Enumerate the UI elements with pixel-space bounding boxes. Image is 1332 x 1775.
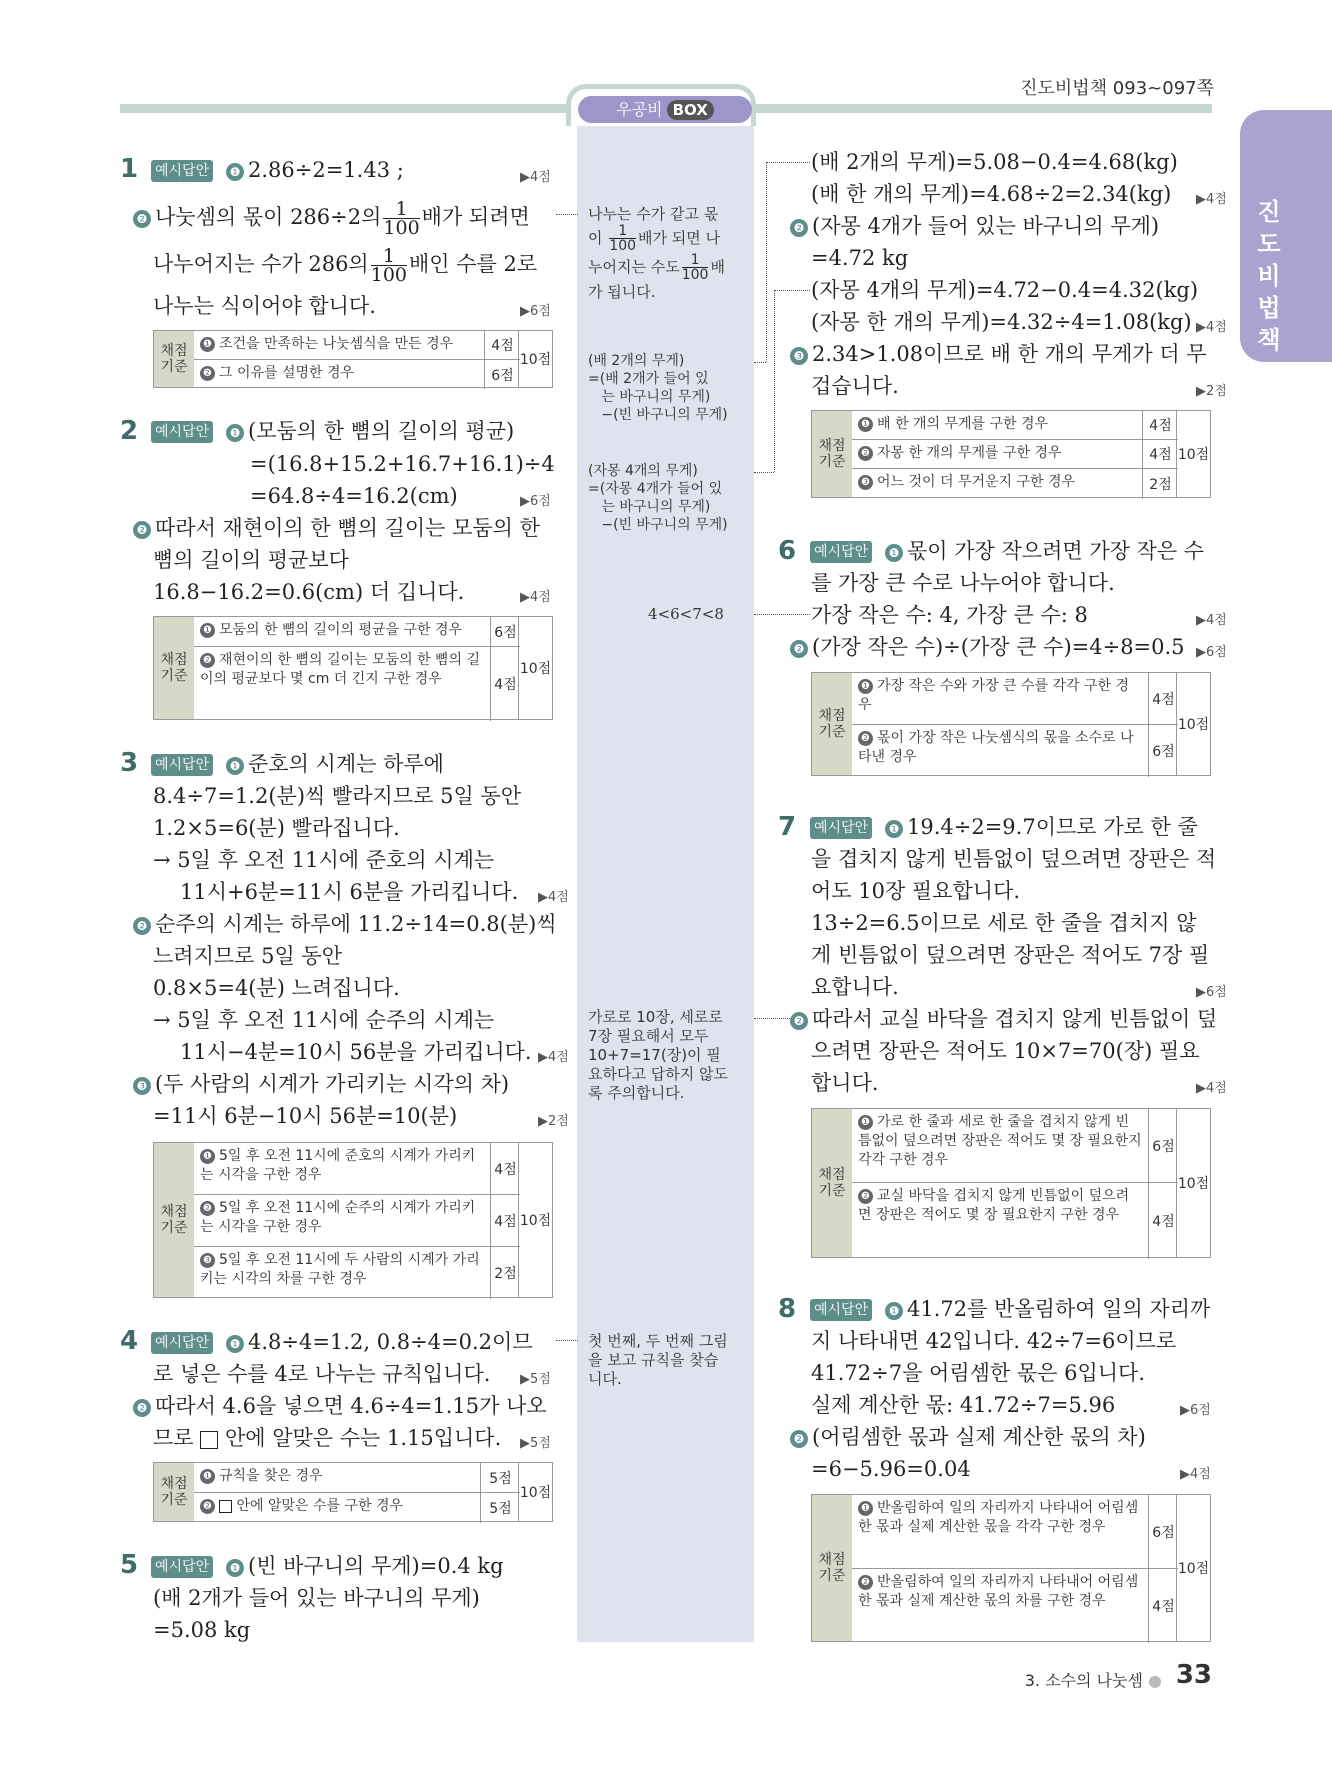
q7-rubric [811,1108,1211,1258]
q5-point1: ▶4점 [1196,192,1227,207]
fraction: $\frac{1}{100}$ [383,198,420,239]
q8-line5: ❷ (어림셈한 몫과 실제 계산한 몫의 차) [790,1421,1146,1454]
connector [766,162,810,163]
rubric-label: 채점 기준 [812,673,852,775]
note-3: (자몽 4개의 무게) =(자몽 4개가 들어 있 는 바구니의 무게) −(빈 바구니의 무게) [588,463,728,533]
rubric-row: ❶ 반올림하여 일의 자리까지 나타내어 어림셈한 몫과 실제 계산한 몫을 각각 구한 경우 [852,1495,1148,1569]
connector [754,614,810,615]
q7-line4: 13÷2=6.5이므로 세로 한 줄을 겹치지 않 [811,911,1197,935]
rubric-row: ❷ 교실 바닥을 겹치지 않게 빈틈없이 덮으려면 장판은 적어도 몇 장 필요한지 구한 경우 [858,1188,1130,1223]
rubric-row: ❷ 재현이의 한 뼘의 길이는 모둠의 한 뼘의 길이의 평균보다 몇 cm 더 긴지 구한 경우 [200,652,481,687]
q8-point2: ▶4점 [1180,1467,1211,1482]
q5-rubric [811,410,1211,498]
answer-tag: 예시답안 [151,160,213,182]
box-column [577,94,754,1642]
rubric-label: 채점 기준 [154,1143,194,1297]
q2-line2: =(16.8+15.2+16.7+16.1)÷4 [250,452,555,476]
q6-line2: 를 가장 큰 수로 나누어야 합니다. [811,571,1115,595]
rubric-score: 4점 [1148,1569,1178,1643]
rubric-row: ❶ 조건을 만족하는 나눗셈식을 만든 경우 [194,331,484,360]
q5-line10: ❸ 2.34>1.08이므로 배 한 개의 무게가 더 무 [790,338,1207,371]
q7-line9: 합니다. [811,1071,879,1095]
rubric-total: 10점 [518,1463,552,1521]
q5-point2: ▶4점 [1196,320,1227,335]
q3-line11: ❸ (두 사람의 시계가 가리키는 시각의 차) [133,1068,509,1101]
connector [754,472,774,473]
q1-line4: 나누는 식이어야 합니다. [153,294,376,318]
q5-line3: =5.08 kg [153,1618,251,1642]
question-number-4: 4 [120,1326,139,1356]
q1-line2: ❷ 나눗셈의 몫이 286÷2의 $\frac{1}{100}$ 배가 되려면 [133,200,530,237]
q3-point2: ▶4점 [538,1050,569,1065]
rubric-score: 4점 [1148,1183,1178,1259]
q5-point3: ▶2점 [1196,384,1227,399]
answer-tag: 예시답안 [151,1556,213,1578]
q1-line3: 나누어지는 수가 286의 $\frac{1}{100}$ 배인 수를 2로 [153,245,538,286]
q7-line7: ❷ 따라서 교실 바닥을 겹치지 않게 빈틈없이 덮 [790,1003,1217,1036]
q2-line5: 뼘의 길이의 평균보다 [153,548,349,572]
question-number-5: 5 [120,1550,139,1580]
q3-line5: 11시+6분=11시 6분을 가리킵니다. [180,880,519,904]
q7-line6: 요합니다. [811,975,899,999]
q6-line3: 가장 작은 수: 4, 가장 큰 수: 8 [811,603,1088,627]
rubric-score: 4점 [1142,411,1178,440]
answer-tag: 예시답안 [151,754,213,776]
q6-rubric [811,672,1211,776]
q5-line7: =4.72 kg [811,246,909,270]
q8-line2: 지 나타내면 42입니다. 42÷7=6이므로 [811,1329,1177,1353]
q2-point1: ▶6점 [520,494,551,509]
q3-line1: ❶ 준호의 시계는 하루에 [226,748,444,781]
rubric-row: ❶ 가로 한 줄과 세로 한 줄을 겹치지 않게 빈틈없이 덮으려면 장판은 적어도 몇 장 필요한지 각각 구한 경우 [852,1109,1148,1183]
header-line-right [752,104,1212,113]
q5-line6: ❷ (자몽 4개가 들어 있는 바구니의 무게) [790,210,1159,243]
question-number-6: 6 [778,536,797,566]
q7-line1: ❶ 19.4÷2=9.7이므로 가로 한 줄 [885,811,1198,844]
rubric-label: 채점 기준 [812,1495,852,1641]
q1-point2: ▶6점 [520,304,551,319]
q8-line1: ❶ 41.72를 반올림하여 일의 자리까 [885,1293,1210,1326]
question-number-8: 8 [778,1294,797,1324]
q4-line2: 로 넣은 수를 4로 나누는 규칙입니다. [153,1362,491,1386]
answer-tag: 예시답안 [810,1299,872,1321]
rubric-row: ❷ 그 이유를 설명한 경우 [194,360,484,389]
q2-line6: 16.8−16.2=0.6(cm) 더 깁니다. [153,580,465,604]
rubric-total: 10점 [518,617,552,719]
blank-box [200,1431,218,1449]
page-number: 33 [1175,1660,1212,1690]
q5-line8: (자몽 4개의 무게)=4.72−0.4=4.32(kg) [811,278,1199,302]
q1-rubric [153,330,553,388]
note-4: 4<6<7<8 [648,605,724,623]
answer-tag: 예시답안 [151,1332,213,1354]
rubric-score: 4점 [1148,673,1178,725]
q5-line1: ❶ (빈 바구니의 무게)=0.4 kg [226,1550,504,1583]
rubric-score: 2점 [490,1247,520,1299]
q7-point1: ▶6점 [1196,985,1227,1000]
rubric-row: ❸ 어느 것이 더 무거운지 구한 경우 [852,469,1142,499]
connector [774,290,810,291]
rubric-label: 채점 기준 [812,1109,852,1257]
rubric-score: 2점 [1142,469,1178,499]
rubric-total: 10점 [1176,673,1210,775]
q7-point2: ▶4점 [1196,1081,1227,1096]
rubric-row: ❷ 안에 알맞은 수를 구한 경우 [194,1493,480,1523]
rubric-score: 4점 [490,1143,520,1195]
note-6: 첫 번째, 두 번째 그림 을 보고 규칙을 찾습 니다. [588,1332,728,1388]
q7-line5: 게 빈틈없이 덮으려면 장판은 적어도 7장 필 [811,943,1210,967]
q6-line4: ❷ (가장 작은 수)÷(가장 큰 수)=4÷8=0.5 [790,631,1185,664]
rubric-row: ❶ 규칙을 찾은 경우 [194,1463,480,1493]
q7-line8: 으려면 장판은 적어도 10×7=70(장) 필요 [811,1039,1200,1063]
rubric-score: 6점 [1148,1109,1178,1183]
rubric-total: 10점 [1176,1495,1210,1641]
rubric-row: ❶ 모둠의 한 뼘의 길이의 평균을 구한 경우 [194,617,490,647]
question-number-1: 1 [120,154,139,184]
answer-tag: 예시답안 [810,541,872,563]
q3-line3: 1.2×5=6(분) 빨라집니다. [153,816,400,840]
rubric-score: 5점 [480,1493,520,1523]
rubric-score: 5점 [480,1463,520,1493]
rubric-total: 10점 [1176,1109,1210,1257]
q8-line4: 실제 계산한 몫: 41.72÷7=5.96 [811,1393,1116,1417]
q8-line6: =6−5.96=0.04 [811,1457,971,1481]
rubric-row: ❶ 가장 작은 수와 가장 큰 수를 각각 구한 경우 [852,673,1148,725]
connector [754,1018,790,1019]
q3-point3: ▶2점 [538,1114,569,1129]
q8-point1: ▶6점 [1180,1403,1211,1418]
answer-tag: 예시답안 [151,421,213,443]
answer-tag: 예시답안 [810,817,872,839]
rubric-score: 4점 [1142,440,1178,469]
rubric-total: 10점 [518,1143,552,1297]
rubric-score: 6점 [1148,1495,1178,1569]
q4-line4: 므로 안에 알맞은 수는 1.15입니다. [153,1426,502,1450]
note-1: 나누는 수가 같고 몫 이 $\frac{1}{100}$ 배가 되면 나 누어지는 수도 $\frac{1}{100}$ 배 가 됩니다. [588,205,725,301]
question-number-7: 7 [778,812,797,842]
q5-line2: (배 2개가 들어 있는 바구니의 무게) [153,1586,480,1610]
connector [766,162,767,362]
connector [556,214,578,215]
q6-line1: ❶ 몫이 가장 작으려면 가장 작은 수 [885,535,1204,568]
q4-point2: ▶5점 [520,1436,551,1451]
q3-line7: 느려지므로 5일 동안 [153,944,342,968]
q1-line1: ❶ 2.86÷2=1.43 ; [226,154,404,187]
q5-line4: (배 2개의 무게)=5.08−0.4=4.68(kg) [811,150,1178,174]
rubric-row: ❶ 배 한 개의 무게를 구한 경우 [852,411,1142,440]
q3-line10: 11시−4분=10시 56분을 가리킵니다. [180,1040,532,1064]
rubric-label: 채점 기준 [154,331,194,387]
rubric-score: 6점 [1148,725,1178,777]
q3-line6: ❷ 순주의 시계는 하루에 11.2÷14=0.8(분)씩 [133,908,557,941]
q3-line9: → 5일 후 오전 11시에 순주의 시계는 [153,1008,495,1032]
rubric-row: ❷ 몫이 가장 작은 나눗셈식의 몫을 소수로 나타낸 경우 [858,730,1134,765]
connector [556,1340,578,1341]
q5-line11: 겁습니다. [811,374,899,398]
header-line-left [120,104,572,113]
q3-line12: =11시 6분−10시 56분=10(분) [153,1104,458,1128]
q5-line5: (배 한 개의 무게)=4.68÷2=2.34(kg) [811,182,1172,206]
rubric-label: 채점 기준 [154,617,194,719]
question-number-3: 3 [120,748,139,778]
question-number-2: 2 [120,416,139,446]
page-reference: 진도비법책 093~097쪽 [1020,78,1214,99]
q2-line3: =64.8÷4=16.2(cm) [250,484,458,508]
rubric-row: ❷ 자몽 한 개의 무게를 구한 경우 [852,440,1142,469]
rubric-row: ❷ 5일 후 오전 11시에 순주의 시계가 가리키는 시각을 구한 경우 [194,1195,490,1247]
chapter-footer: 3. 소수의 나눗셈 ● [1024,1671,1162,1690]
side-tab-text: 진도비법책 [1257,198,1281,354]
rubric-label: 채점 기준 [812,411,852,497]
connector [774,290,775,472]
rubric-total: 10점 [518,331,552,387]
q6-point1: ▶4점 [1196,613,1227,628]
rubric-row: ❷ 반올림하여 일의 자리까지 나타내어 어림셈한 몫과 실제 계산한 몫의 차를 구한 경우 [858,1574,1139,1609]
rubric-row: ❶ 5일 후 오전 11시에 준호의 시계가 가리키는 시각을 구한 경우 [194,1143,490,1195]
q3-line8: 0.8×5=4(분) 느려집니다. [153,976,400,1000]
q2-point2: ▶4점 [520,590,551,605]
fraction: $\frac{1}{100}$ [370,245,407,286]
q4-rubric [153,1462,553,1522]
q2-line4: ❷ 따라서 재현이의 한 뼘의 길이는 모둠의 한 [133,512,540,545]
rubric-score: 4점 [490,1195,520,1247]
box-label: 우공비 BOX [578,96,752,123]
q2-line1: ❶ (모둠의 한 뼘의 길이의 평균) [226,415,514,448]
q8-rubric [811,1494,1211,1642]
q3-rubric [153,1142,553,1298]
q7-line3: 어도 10장 필요합니다. [811,879,1021,903]
q7-line2: 을 겹치지 않게 빈틈없이 덮으려면 장판은 적 [811,847,1217,871]
q3-line2: 8.4÷7=1.2(분)씩 빨라지므로 5일 동안 [153,784,521,808]
q6-point2: ▶6점 [1196,645,1227,660]
rubric-label: 채점 기준 [154,1463,194,1521]
rubric-score: 6점 [484,360,520,389]
note-2: (배 2개의 무게) =(배 2개가 들어 있 는 바구니의 무게) −(빈 바구니의 무게) [588,353,728,423]
q2-rubric [153,616,553,720]
rubric-row: ❸ 5일 후 오전 11시에 두 사람의 시계가 가리키는 시각의 차를 구한 경우 [200,1252,480,1287]
q5-line9: (자몽 한 개의 무게)=4.32÷4=1.08(kg) [811,310,1192,334]
rubric-score: 6점 [490,617,520,647]
note-5: 가로로 10장, 세로로 7장 필요해서 모두 10+7=17(장)이 필 요하다고 답하지 않도 록 주의합니다. [588,1008,728,1102]
q1-point1: ▶4점 [520,170,551,185]
rubric-score: 4점 [484,331,520,360]
q4-line1: ❶ 4.8÷4=1.2, 0.8÷4=0.2이므 [226,1326,533,1359]
q4-line3: ❷ 따라서 4.6을 넣으면 4.6÷4=1.15가 나오 [133,1390,547,1423]
q4-point1: ▶5점 [520,1372,551,1387]
q3-line4: → 5일 후 오전 11시에 준호의 시계는 [153,848,495,872]
q8-line3: 41.72÷7을 어림셈한 몫은 6입니다. [811,1361,1145,1385]
q3-point1: ▶4점 [538,890,569,905]
rubric-total: 10점 [1176,411,1210,497]
connector [754,362,766,363]
rubric-score: 4점 [490,647,520,721]
